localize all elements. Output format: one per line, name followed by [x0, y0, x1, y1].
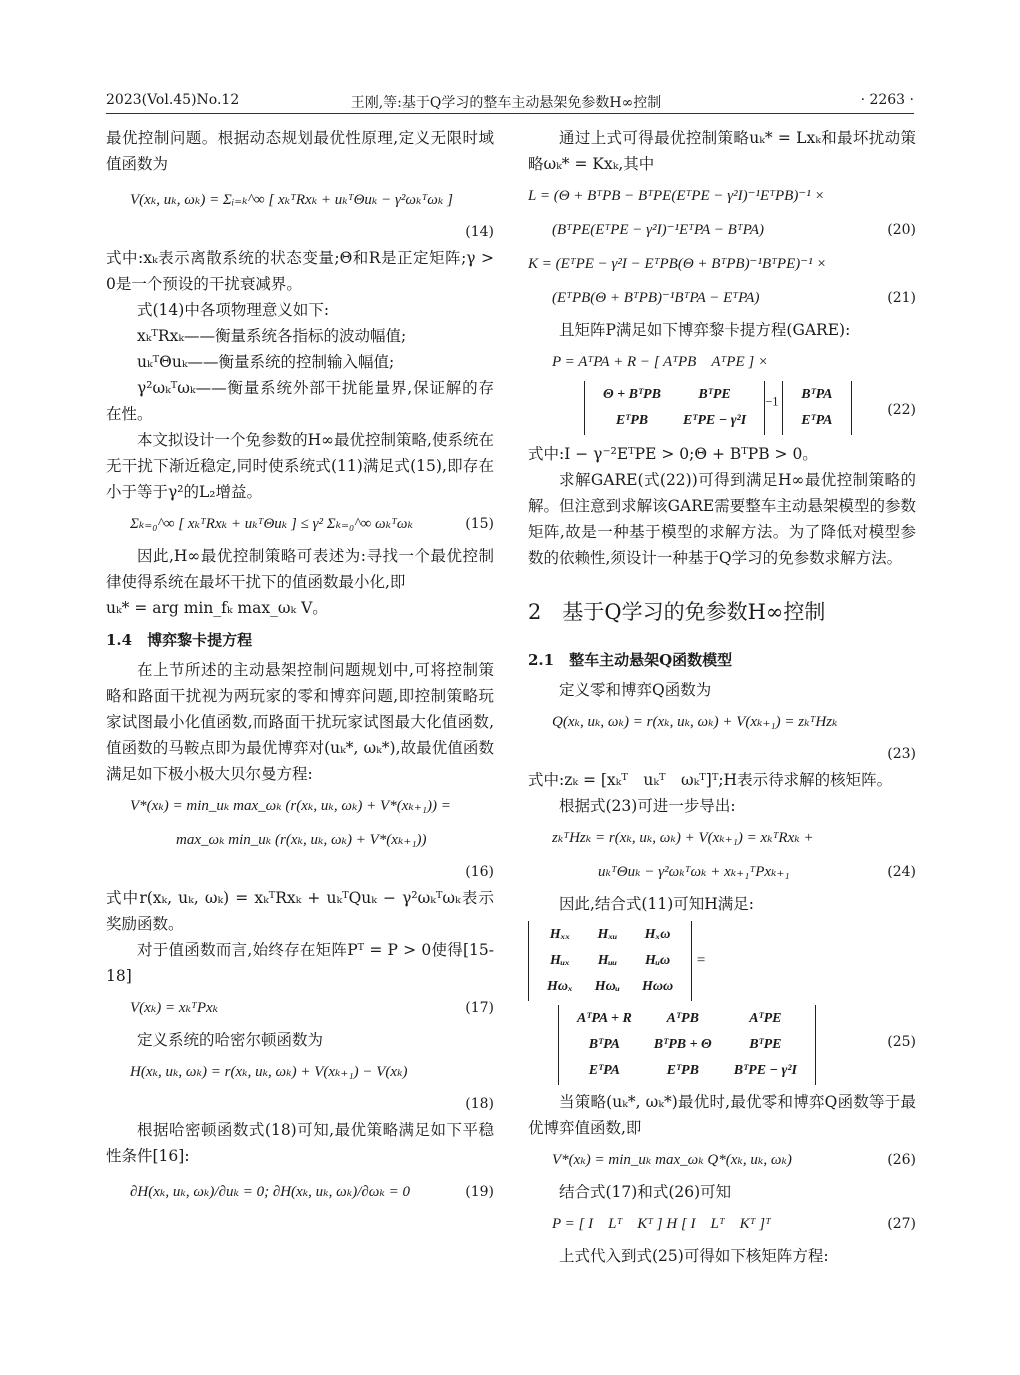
matrix-cell: EᵀPA [801, 413, 833, 428]
paragraph: 结合式(17)和式(26)可知 [559, 1183, 732, 1201]
right-column [528, 125, 916, 1269]
equation-20a [528, 181, 916, 211]
paragraph: 根据式(23)可进一步导出: [559, 797, 736, 815]
paragraph: 当策略(uₖ*, ωₖ*)最优时,最优零和博弈Q函数等于最优博弈值函数,即 [528, 1093, 916, 1137]
matrix-cell: Hωₓ [547, 979, 573, 994]
matrix-cell: Hₓω [644, 927, 671, 942]
equation-22a [528, 347, 916, 377]
matrix-cell: BᵀPE [698, 387, 731, 402]
paragraph: 定义零和博弈Q函数为 [559, 681, 712, 699]
equation-16a [106, 791, 494, 821]
equation-body: ∂H(xₖ, uₖ, ωₖ)/∂uₖ = 0; ∂H(xₖ, uₖ, ωₖ)/∂ωₖ = 0 [130, 1184, 410, 1200]
matrix-cell: EᵀPB [666, 1063, 699, 1078]
journal-issue: 2023(Vol.45)No.12 [106, 92, 240, 108]
equation-body: V*(xₖ) = min_uₖ max_ωₖ (r(xₖ, uₖ, ωₖ) + V*(xₖ₊₁)) = [130, 798, 451, 814]
equation-15 [106, 509, 494, 539]
matrix-cell: EᵀPB [615, 413, 649, 428]
matrix-cell: Hₓᵤ [597, 927, 618, 942]
matrix-cell: BᵀPA [588, 1037, 621, 1052]
kernel-matrix-H [528, 921, 692, 1001]
left-column [106, 125, 494, 1211]
equation-body: V*(xₖ) = min_uₖ max_ωₖ Q*(xₖ, uₖ, ωₖ) [552, 1152, 792, 1168]
equation-25-rhs [528, 1005, 916, 1085]
matrix-cell: AᵀPE [749, 1011, 782, 1026]
paragraph: 上式代入到式(25)可得如下核矩阵方程: [559, 1247, 829, 1265]
matrix-cell: BᵀPB + Θ [653, 1037, 712, 1052]
paragraph: 对于值函数而言,始终存在矩阵Pᵀ = P > 0使得[15-18] [106, 941, 494, 985]
matrix-cell: AᵀPB [666, 1011, 699, 1026]
equation-number: (16) [465, 864, 494, 880]
matrix-cell: AᵀPA + R [577, 1011, 632, 1026]
paragraph: 在上节所述的主动悬架控制问题规划中,可将控制策略和路面干扰视为两玩家的零和博弈问题,即控制策略玩家试图最小化值函数,而路面干扰玩家试图最大化值函数,值函数的马鞍点即为最优博弈对(uₖ*, ωₖ*),故最优值函数满足如下极小极大贝尔曼方程: [106, 661, 494, 783]
section-heading-1-4: 1.4 博弈黎卡提方程 [106, 631, 253, 649]
equation-24a [528, 823, 916, 853]
paragraph: 本文拟设计一个免参数的H∞最优控制策略,使系统在无干扰下渐近稳定,同时使系统式(11)满足式(15),即存在小于等于γ²的L₂增益。 [106, 431, 494, 501]
matrix-cell: BᵀPE − γ²I [733, 1063, 797, 1078]
equation-19 [106, 1177, 494, 1207]
equation-body: max_ωₖ min_uₖ (r(xₖ, uₖ, ωₖ) + V*(xₖ₊₁)) [176, 832, 427, 848]
equation-21a [528, 249, 916, 279]
equation-14 [106, 185, 494, 215]
equation-number: (24) [887, 864, 916, 880]
equation-body: (EᵀPB(Θ + BᵀPB)⁻¹BᵀPA − EᵀPA) [552, 290, 760, 306]
equation-25-lhs: Hₓₓ Hₓᵤ Hₓω Hᵤₓ Hᵤᵤ Hᵤω Hωₓ Hωᵤ Hωω = [528, 921, 916, 1001]
paragraph: 求解GARE(式(22))可得到满足H∞最优控制策略的解。但注意到求解该GARE需要整车主动悬架模型的参数矩阵,故是一种基于模型的求解方法。为了降低对模型参数的依赖性,须设计一种基于Q学习的免参数求解方法。 [528, 471, 916, 567]
equation-body: zₖᵀHzₖ = r(xₖ, uₖ, ωₖ) + V(xₖ₊₁) = xₖᵀRxₖ + [552, 830, 814, 846]
section-heading-2: 2 基于Q学习的免参数H∞控制 [528, 600, 826, 624]
equation-number: (27) [887, 1216, 916, 1232]
equation-17 [106, 993, 494, 1023]
equation-number: (19) [465, 1184, 494, 1200]
paragraph: 因此,结合式(11)可知H满足: [559, 895, 754, 913]
section-heading-2-1: 2.1 整车主动悬架Q函数模型 [528, 651, 733, 669]
equation-number: (22) [887, 402, 916, 418]
equation-body: K = (EᵀPE − γ²I − EᵀPB(Θ + BᵀPB)⁻¹BᵀPE)⁻¹ × [528, 256, 827, 272]
matrix-cell: BᵀPE [749, 1037, 782, 1052]
equation-number: (20) [887, 222, 916, 238]
equation-18 [106, 1057, 494, 1087]
matrix-cell: Hₓₓ [549, 927, 571, 942]
equation-body: (BᵀPE(EᵀPE − γ²I)⁻¹EᵀPA − BᵀPA) [552, 222, 765, 238]
equation-21b [528, 283, 916, 313]
running-header [106, 92, 914, 114]
paragraph: 式中:zₖ = [xₖᵀ uₖᵀ ωₖᵀ]ᵀ;H表示待求解的核矩阵。 [528, 771, 893, 789]
equation-body: P = [ I Lᵀ Kᵀ ] H [ I Lᵀ Kᵀ ]ᵀ [552, 1216, 771, 1232]
matrix-cell: Hᵤₓ [549, 953, 570, 968]
equation-number: (17) [465, 1000, 494, 1016]
equation-23 [528, 707, 916, 737]
equation-number: (18) [465, 1096, 494, 1112]
matrix-cell: EᵀPE − γ²I [682, 413, 747, 428]
equation-24b [528, 857, 916, 887]
matrix-cell: BᵀPA [801, 387, 833, 402]
matrix-cell: Hᵤᵤ [597, 953, 617, 968]
matrix-cell: Hᵤω [644, 953, 671, 968]
equation-number: (23) [887, 746, 916, 762]
paragraph: 最优控制问题。根据动态规划最优性原理,定义无限时域值函数为 [106, 129, 494, 173]
equation-body: Σₖ₌₀^∞ [ xₖᵀRxₖ + uₖᵀΘuₖ ] ≤ γ² Σₖ₌₀^∞ ωₖᵀωₖ [130, 516, 413, 532]
paragraph: 式(14)中各项物理意义如下: [137, 301, 330, 319]
paragraph: 式中:xₖ表示离散系统的状态变量;Θ和R是正定矩阵;γ > 0是一个预设的干扰衰减界。 [106, 249, 494, 293]
equation-number: (21) [887, 290, 916, 306]
matrix-block [558, 1005, 816, 1085]
equation-number: (14) [465, 224, 494, 240]
paragraph: 式中:I − γ⁻²EᵀPE > 0;Θ + BᵀPB > 0。 [528, 445, 818, 463]
equation-body: V(xₖ, uₖ, ωₖ) = Σᵢ₌ₖ^∞ [ xₖᵀRxₖ + uₖᵀΘuₖ − γ²ωₖᵀωₖ ] [130, 192, 453, 208]
equation-body: L = (Θ + BᵀPB − BᵀPE(EᵀPE − γ²I)⁻¹EᵀPB)⁻¹ × [528, 188, 825, 204]
equation-number: (25) [887, 1034, 916, 1050]
matrix-vector [782, 381, 851, 435]
equation-body: P = AᵀPA + R − [ AᵀPB AᵀPE ] × [552, 354, 769, 370]
paragraph: 且矩阵P满足如下博弈黎卡提方程(GARE): [559, 321, 851, 339]
equation-27 [528, 1209, 916, 1239]
matrix-cell: Hωω [641, 979, 674, 994]
paragraph: uₖ* = arg min_fₖ max_ωₖ V。 [106, 599, 328, 617]
equation-number: (26) [887, 1152, 916, 1168]
paragraph: 根据哈密顿函数式(18)可知,最优策略满足如下平稳性条件[16]: [106, 1121, 494, 1165]
paragraph: xₖᵀRxₖ——衡量系统各指标的波动幅值; [137, 327, 407, 345]
equation-20b [528, 215, 916, 245]
running-title: 王刚,等:基于Q学习的整车主动悬架免参数H∞控制 [350, 95, 662, 111]
paragraph: uₖᵀΘuₖ——衡量系统的控制输入幅值; [137, 353, 395, 371]
paragraph: 因此,H∞最优控制策略可表述为:寻找一个最优控制律使得系统在最坏干扰下的值函数最小化,即 [106, 547, 494, 591]
equation-number: (15) [465, 516, 494, 532]
paragraph: 式中r(xₖ, uₖ, ωₖ) = xₖᵀRxₖ + uₖᵀQuₖ − γ²ωₖᵀωₖ表示奖励函数。 [106, 889, 494, 933]
equation-26 [528, 1145, 916, 1175]
matrix-cell: Hωᵤ [594, 979, 620, 994]
equation-body: V(xₖ) = xₖᵀPxₖ [130, 1000, 219, 1016]
page-number: · 2263 · [860, 92, 914, 108]
paragraph: γ²ωₖᵀωₖ——衡量系统外部干扰能量界,保证解的存在性。 [106, 379, 494, 423]
equation-16b [106, 825, 494, 855]
matrix-cell: Θ + BᵀPB [603, 387, 661, 402]
matrix-cell: EᵀPA [588, 1063, 621, 1078]
equation-body: uₖᵀΘuₖ − γ²ωₖᵀωₖ + xₖ₊₁ᵀPxₖ₊₁ [598, 864, 790, 880]
paragraph: 通过上式可得最优控制策略uₖ* = Lxₖ和最坏扰动策略ωₖ* = Kxₖ,其中 [528, 129, 916, 173]
matrix-block [584, 381, 765, 435]
equation-body: Q(xₖ, uₖ, ωₖ) = r(xₖ, uₖ, ωₖ) + V(xₖ₊₁) = zₖᵀHzₖ [552, 714, 838, 730]
equation-22b: Θ + BᵀPB BᵀPE EᵀPB EᵀPE − γ²I $^{-1}$ BᵀPA EᵀPA (22) [528, 381, 916, 437]
paragraph: 定义系统的哈密尔顿函数为 [137, 1031, 324, 1049]
equation-body: H(xₖ, uₖ, ωₖ) = r(xₖ, uₖ, ωₖ) + V(xₖ₊₁) − V(xₖ) [130, 1064, 408, 1080]
